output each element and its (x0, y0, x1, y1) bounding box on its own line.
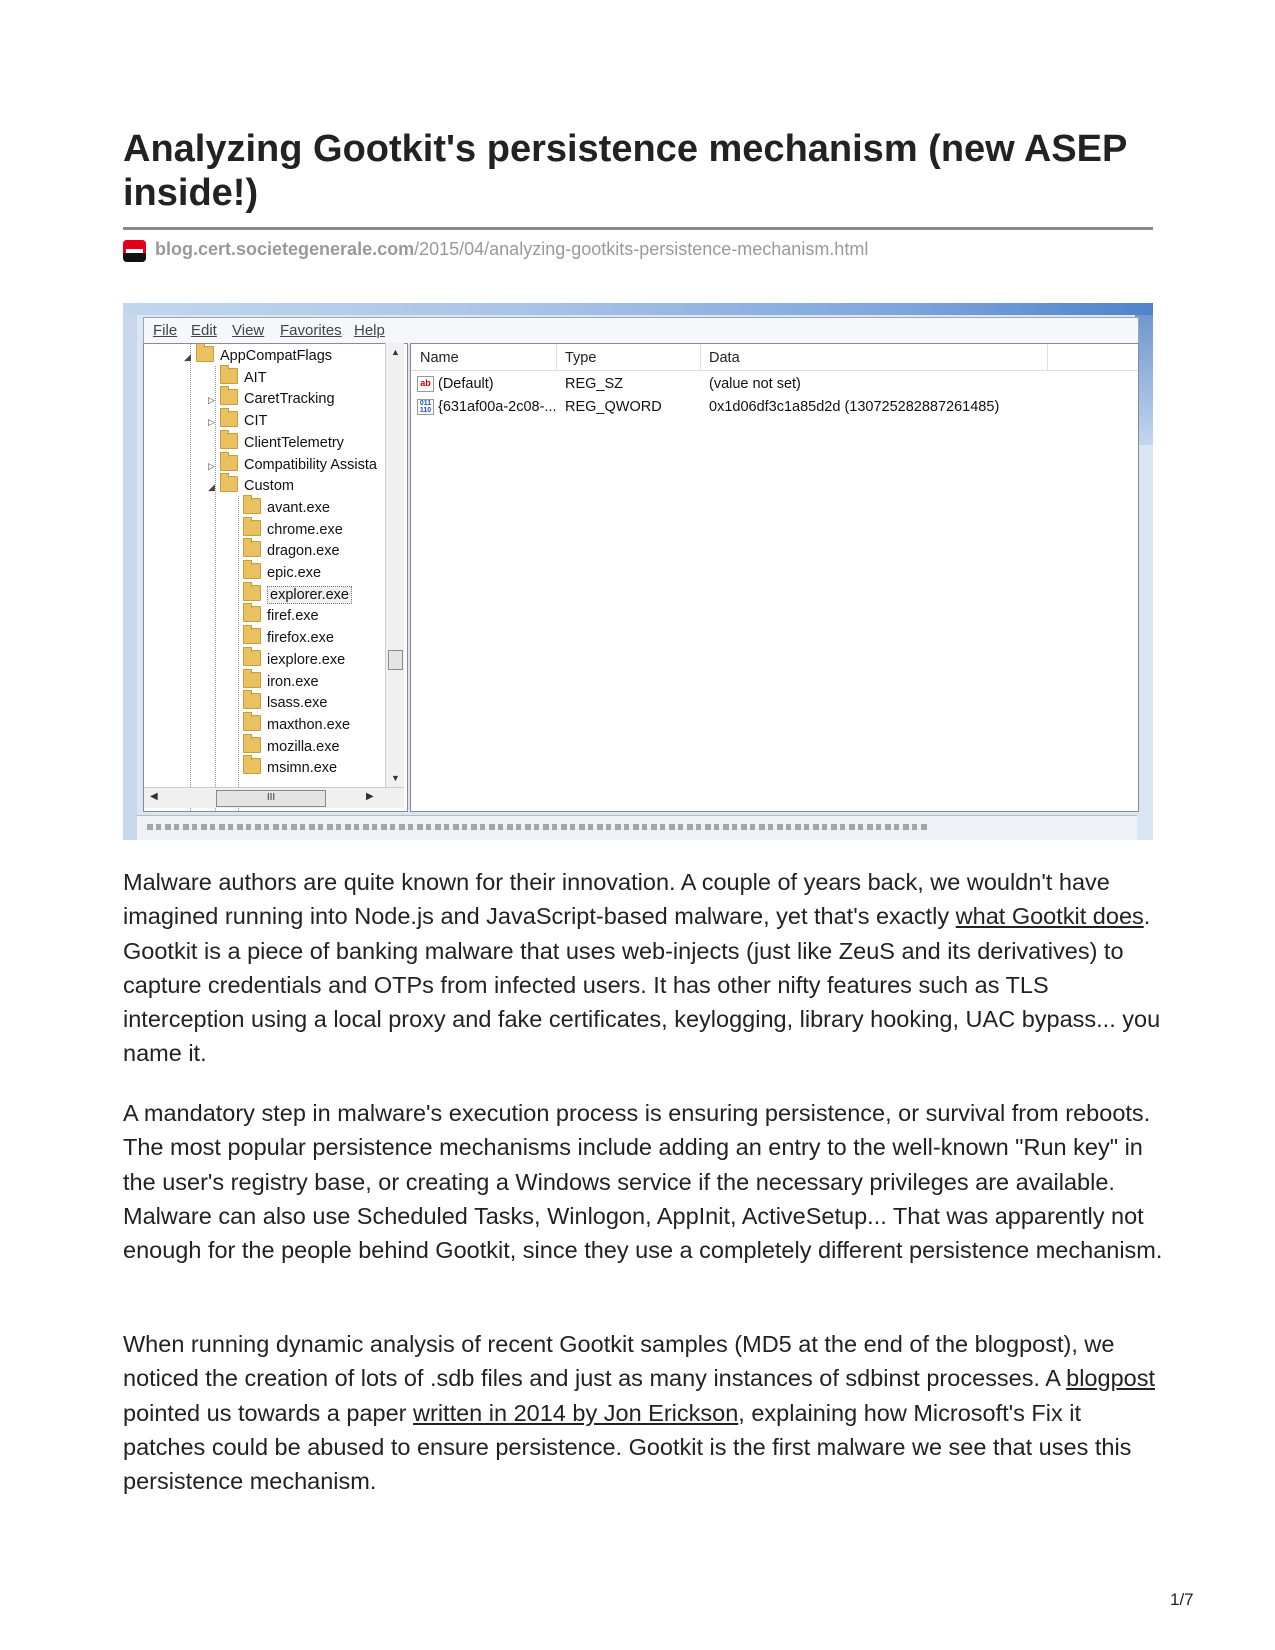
folder-icon (243, 628, 261, 644)
tree-item[interactable] (208, 368, 267, 390)
folder-icon (243, 585, 261, 601)
paragraph-1-text: Malware authors are quite known for their innovation. A couple of years back, we wouldn't have imagined running into Node.js and JavaScript-based malware, yet that's exactly (123, 869, 1110, 930)
source-domain[interactable]: blog.cert.societegenerale.com (155, 239, 415, 259)
menu-help[interactable]: Help (354, 322, 385, 339)
link-jon-erickson-paper[interactable]: written in 2014 by Jon Erickson (413, 1399, 739, 1426)
value-name: (Default) (438, 376, 494, 392)
folder-icon (243, 563, 261, 579)
page-number: 1/7 (1170, 1590, 1194, 1609)
folder-icon (196, 346, 214, 362)
scroll-left-icon[interactable]: ◀ (150, 791, 158, 802)
folder-icon (220, 433, 238, 449)
source-url[interactable] (155, 239, 868, 260)
tree-item-label: AIT (244, 369, 267, 386)
registry-editor-screenshot (123, 303, 1153, 840)
paragraph-1-text-cont: . Gootkit is a piece of banking malware that uses web-injects (just like ZeuS and its derivatives) to capture credentials and OTPs from infected users. It has other nifty features such as TLS interception using a local proxy and fake certificates, keylogging, library hooking, UAC bypass... you name it. (123, 903, 1161, 1067)
paragraph-2: A mandatory step in malware's execution process is ensuring persistence, or survival from reboots. The most popular persistence mechanisms include adding an entry to the well-known "Run key" in the user's registry base, or creating a Windows service if the necessary privileges are available. Malware can also use Scheduled Tasks, Winlogon, AppInit, ActiveSetup... That was apparently not enough for the people behind Gootkit, since they use a completely different persistence mechanism. (123, 1100, 1163, 1264)
tree-item-label: Custom (244, 478, 294, 495)
tree-item-label: iexplore.exe (267, 651, 346, 668)
value-data: (value not set) (709, 376, 801, 392)
registry-tree[interactable] (143, 343, 408, 812)
value-type: REG_QWORD (565, 399, 662, 415)
folder-icon (220, 476, 238, 492)
link-what-gootkit-does[interactable]: what Gootkit does (955, 903, 1144, 930)
paragraph-3-text-cont: pointed us towards a paper (123, 1399, 414, 1426)
scroll-thumb-horizontal[interactable]: III (216, 790, 326, 807)
column-name[interactable]: Name (420, 350, 459, 366)
link-blogpost[interactable]: blogpost (1066, 1365, 1155, 1392)
tree-item-label: maxthon.exe (267, 716, 351, 733)
folder-icon (243, 541, 261, 557)
status-path-cropped (147, 824, 927, 830)
tree-item-label: epic.exe (267, 565, 322, 581)
expand-arrow-icon[interactable]: ▷ (208, 417, 215, 428)
expand-arrow-icon[interactable]: ▷ (208, 460, 215, 471)
menu-file[interactable]: File (153, 322, 178, 339)
expand-arrow-icon[interactable]: ◢ (184, 352, 191, 362)
folder-icon (243, 606, 261, 622)
registry-values-list[interactable] (410, 343, 1139, 812)
scroll-down-icon[interactable]: ▼ (391, 773, 400, 783)
tree-item[interactable] (184, 346, 332, 368)
string-value-icon: ab (417, 376, 434, 392)
folder-icon (243, 520, 261, 536)
menu-bar (143, 317, 1139, 344)
binary-value-icon: 011 110 (417, 399, 434, 415)
menu-view[interactable]: View (232, 322, 265, 339)
tree-item-label: firefox.exe (267, 630, 334, 647)
folder-icon (243, 693, 261, 709)
folder-icon (243, 715, 261, 731)
tree-guide-line (190, 344, 191, 811)
tree-item-label: ClientTelemetry (244, 434, 344, 451)
tree-item-label: explorer.exe (267, 586, 352, 604)
article-title: Analyzing Gootkit's persistence mechanism (new ASEP inside!) (123, 128, 1127, 214)
tree-horizontal-scrollbar[interactable] (144, 787, 404, 808)
tree-item-label: Compatibility Assista (244, 456, 377, 473)
paragraph-1 (123, 865, 1163, 1071)
folder-icon (243, 498, 261, 514)
paragraph-3-text: When running dynamic analysis of recent Gootkit samples (MD5 at the end of the blogpost), we noticed the creation of lots of .sdb files and just as many instances of sdbinst processes. A (123, 1331, 1115, 1392)
paragraph-3-text-end: , explaining how Microsoft's Fix it patches could be abused to ensure persistence. Gootkit is the first malware we see that uses this persistence mechanism. (123, 1399, 1132, 1495)
value-type: REG_SZ (565, 376, 624, 392)
tree-item-label: chrome.exe (267, 521, 343, 538)
value-row[interactable] (411, 374, 1138, 396)
value-row[interactable] (411, 397, 1138, 419)
scroll-thumb[interactable] (388, 650, 403, 670)
value-name: {631af00a-2c08-... (438, 399, 557, 415)
tree-item-label: firef.exe (267, 608, 319, 625)
tree-item-label: avant.exe (267, 499, 330, 516)
tree-item-label: CaretTracking (244, 391, 335, 408)
scroll-up-icon[interactable]: ▲ (391, 347, 400, 357)
title-divider (123, 227, 1153, 230)
paragraph-3 (123, 1327, 1163, 1498)
tree-item-label: mozilla.exe (267, 738, 340, 755)
folder-icon (220, 455, 238, 471)
folder-icon (243, 672, 261, 688)
tree-item-label: dragon.exe (267, 543, 340, 560)
tree-item-label: CIT (244, 413, 268, 430)
tree-item-label: msimn.exe (267, 760, 338, 777)
tree-item[interactable] (208, 411, 267, 433)
column-separator (556, 344, 557, 370)
folder-icon (220, 389, 238, 405)
tree-vertical-scrollbar[interactable] (385, 343, 404, 787)
status-bar (137, 815, 1137, 840)
tree-item-label: iron.exe (267, 673, 319, 690)
tree-item[interactable] (231, 758, 337, 780)
column-data[interactable]: Data (709, 350, 740, 366)
folder-icon (243, 758, 261, 774)
tree-item-label: lsass.exe (267, 695, 328, 712)
expand-arrow-icon[interactable]: ▷ (208, 395, 215, 406)
tree-item[interactable] (208, 455, 377, 477)
column-separator (1047, 344, 1048, 370)
tree-item-label: AppCompatFlags (220, 348, 333, 364)
source-path[interactable]: /2015/04/analyzing-gootkits-persistence-mechanism.html (414, 239, 869, 259)
folder-icon (220, 368, 238, 384)
menu-edit[interactable]: Edit (191, 322, 217, 339)
value-data: 0x1d06df3c1a85d2d (130725282887261485) (709, 399, 1000, 415)
folder-icon (243, 650, 261, 666)
column-type[interactable]: Type (565, 350, 597, 366)
window-frame-left (123, 315, 137, 840)
values-header (411, 344, 1138, 371)
folder-icon (243, 737, 261, 753)
window-titlebar (123, 303, 1153, 315)
site-favicon-icon (123, 240, 146, 262)
menu-favorites[interactable]: Favorites (280, 322, 342, 339)
expand-arrow-icon[interactable]: ◢ (208, 482, 215, 493)
column-separator (700, 344, 701, 370)
folder-icon (220, 411, 238, 427)
scroll-right-icon[interactable]: ▶ (366, 791, 374, 802)
